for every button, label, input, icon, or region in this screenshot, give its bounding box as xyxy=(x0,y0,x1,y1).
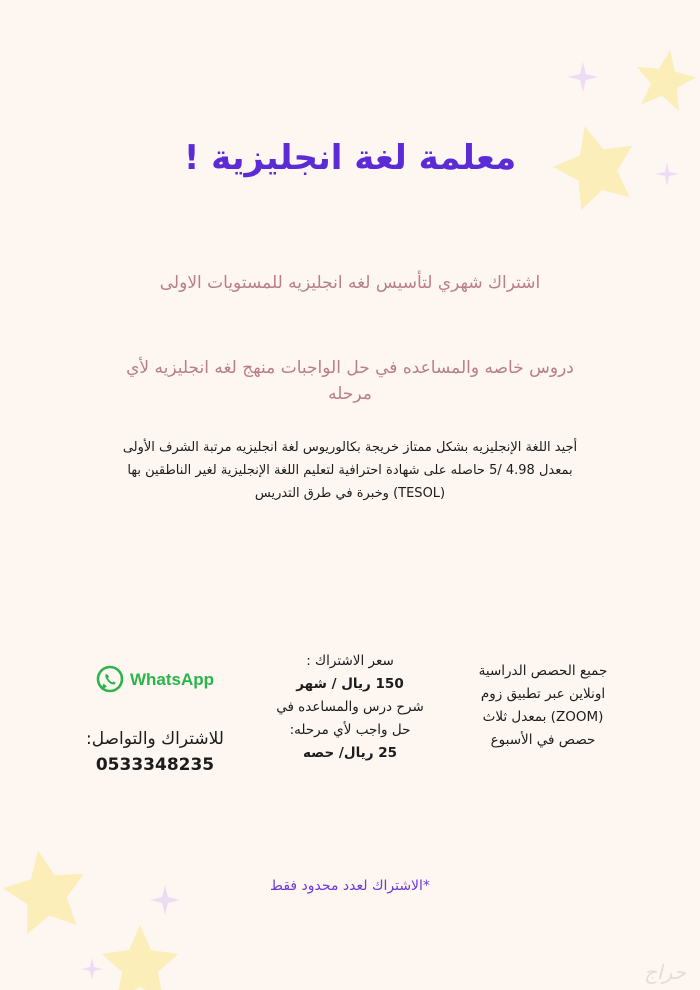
pricing-heading: سعر الاشتراك : xyxy=(306,653,394,669)
classes-line: جميع الحصص الدراسية xyxy=(478,663,608,679)
page-title: معلمة لغة انجليزية ! xyxy=(183,138,517,178)
star-icon xyxy=(631,45,700,113)
whatsapp-icon xyxy=(96,665,124,693)
whatsapp-link[interactable] xyxy=(60,665,250,693)
teacher-description: أجيد اللغة الإنجليزيه بشكل ممتاز خريجة بكالوريوس لغة انجليزيه مرتبة الشرف الأولى بمعدل 4.98 /5 حاصله على شهادة احترافية لتعليم اللغة الإنجليزية لغير الناطقين بها (TESOL) وخبرة في طرق التدريس xyxy=(122,440,578,501)
watermark-logo: حراج xyxy=(644,960,686,984)
contact-label: للاشتراك والتواصل: xyxy=(85,729,224,749)
classes-line: حصص في الأسبوع xyxy=(490,732,596,748)
sparkle-icon xyxy=(81,958,103,980)
homework-line: حل واجب لأي مرحله: xyxy=(289,722,411,738)
star-decoration-bottom-left xyxy=(0,830,220,990)
offer-monthly-foundation: اشتراك شهري لتأسيس لغه انجليزيه للمستويات الاولى xyxy=(159,273,541,293)
star-decoration-top-right xyxy=(535,40,700,210)
classes-info xyxy=(448,660,638,752)
monthly-price: 150 ريال / شهر xyxy=(296,676,404,692)
classes-line: اونلاين عبر تطبيق زوم xyxy=(480,686,606,702)
sparkle-icon xyxy=(568,62,598,92)
session-price: 25 ريال/ حصه xyxy=(303,745,397,761)
homework-line: شرح درس والمساعده في xyxy=(276,699,424,715)
star-icon xyxy=(102,925,178,990)
limited-seats-note: *الاشتراك لعدد محدود فقط xyxy=(270,878,430,894)
contact-info xyxy=(60,665,250,779)
pricing-info xyxy=(255,650,445,765)
whatsapp-label: WhatsApp xyxy=(129,669,215,689)
classes-line: (ZOOM) بمعدل ثلاث xyxy=(482,709,604,725)
phone-number[interactable]: 0533348235 xyxy=(95,755,215,775)
offer-private-lessons: دروس خاصه والمساعده في حل الواجبات منهج لغه انجليزيه لأي مرحله xyxy=(126,358,574,404)
